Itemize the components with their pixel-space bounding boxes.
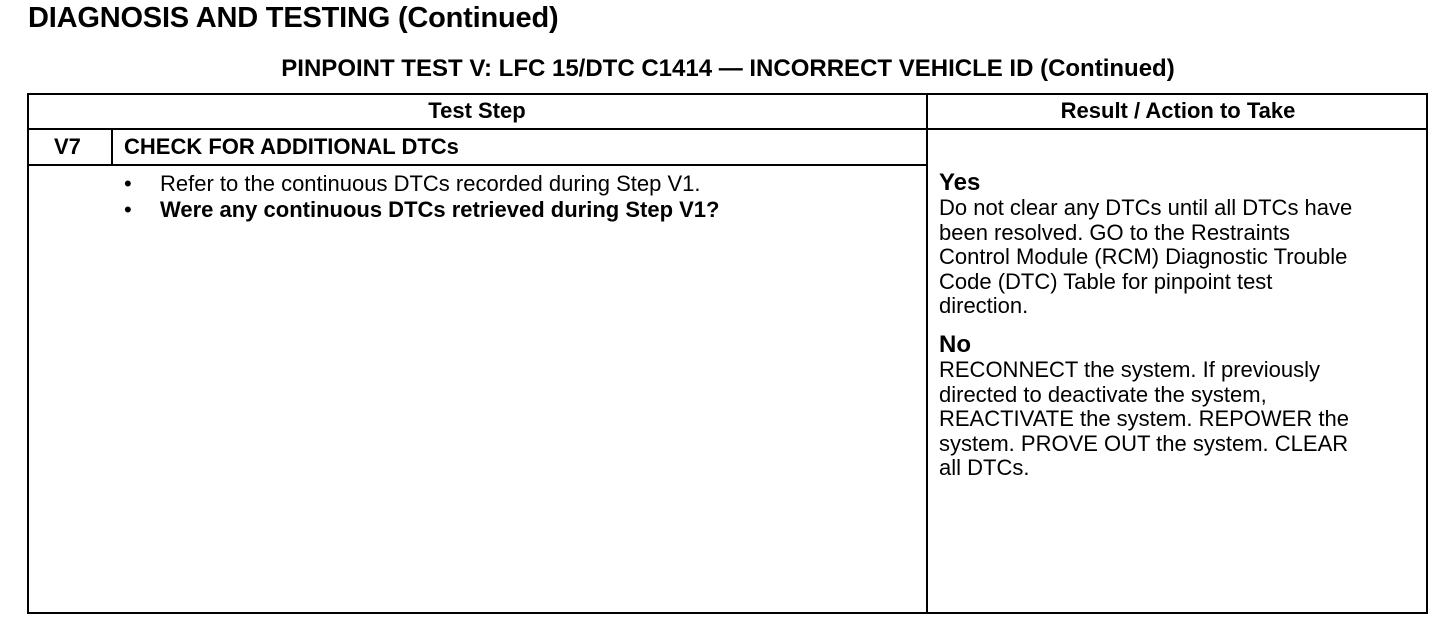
question-text: Were any continuous DTCs retrieved during Step V1? xyxy=(160,197,720,222)
bullet-marker: • xyxy=(124,171,132,196)
bullet-marker: • xyxy=(124,197,132,222)
list-item xyxy=(120,171,719,197)
instruction-text: Refer to the continuous DTCs recorded during Step V1. xyxy=(160,171,701,196)
header-result-action: Result / Action to Take xyxy=(1060,98,1296,123)
result-yes-label: Yes xyxy=(939,169,981,196)
list-item xyxy=(120,197,719,223)
result-line: directed to deactivate the system, xyxy=(939,381,1267,407)
result-line: Control Module (RCM) Diagnostic Trouble xyxy=(939,244,1348,269)
step-title-rule xyxy=(27,164,928,166)
step-title: CHECK FOR ADDITIONAL DTCs xyxy=(124,134,459,159)
result-line: all DTCs. xyxy=(939,455,1030,480)
section-title: DIAGNOSIS AND TESTING (Continued) xyxy=(28,2,559,34)
result-no-label: No xyxy=(939,331,971,358)
result-line: RECONNECT the system. If previously xyxy=(939,357,1321,382)
result-line: been resolved. GO to the Restraints xyxy=(939,219,1290,245)
result-line: Do not clear any DTCs until all DTCs have xyxy=(939,195,1353,220)
step-id-divider xyxy=(111,128,113,166)
step-id: V7 xyxy=(54,134,81,159)
header-test-step: Test Step xyxy=(428,98,526,123)
pinpoint-test-title: PINPOINT TEST V: LFC 15/DTC C1414 — INCORRECT VEHICLE ID (Continued) xyxy=(281,55,1175,82)
result-line: REACTIVATE the system. REPOWER the xyxy=(939,406,1349,431)
header-rule xyxy=(27,128,1428,130)
step-instructions xyxy=(120,171,719,223)
result-no xyxy=(939,332,1427,481)
result-line: Code (DTC) Table for pinpoint test xyxy=(939,268,1273,294)
result-yes xyxy=(939,170,1427,319)
result-line: direction. xyxy=(939,293,1029,318)
result-line: system. PROVE OUT the system. CLEAR xyxy=(939,430,1349,456)
column-divider xyxy=(926,93,928,614)
